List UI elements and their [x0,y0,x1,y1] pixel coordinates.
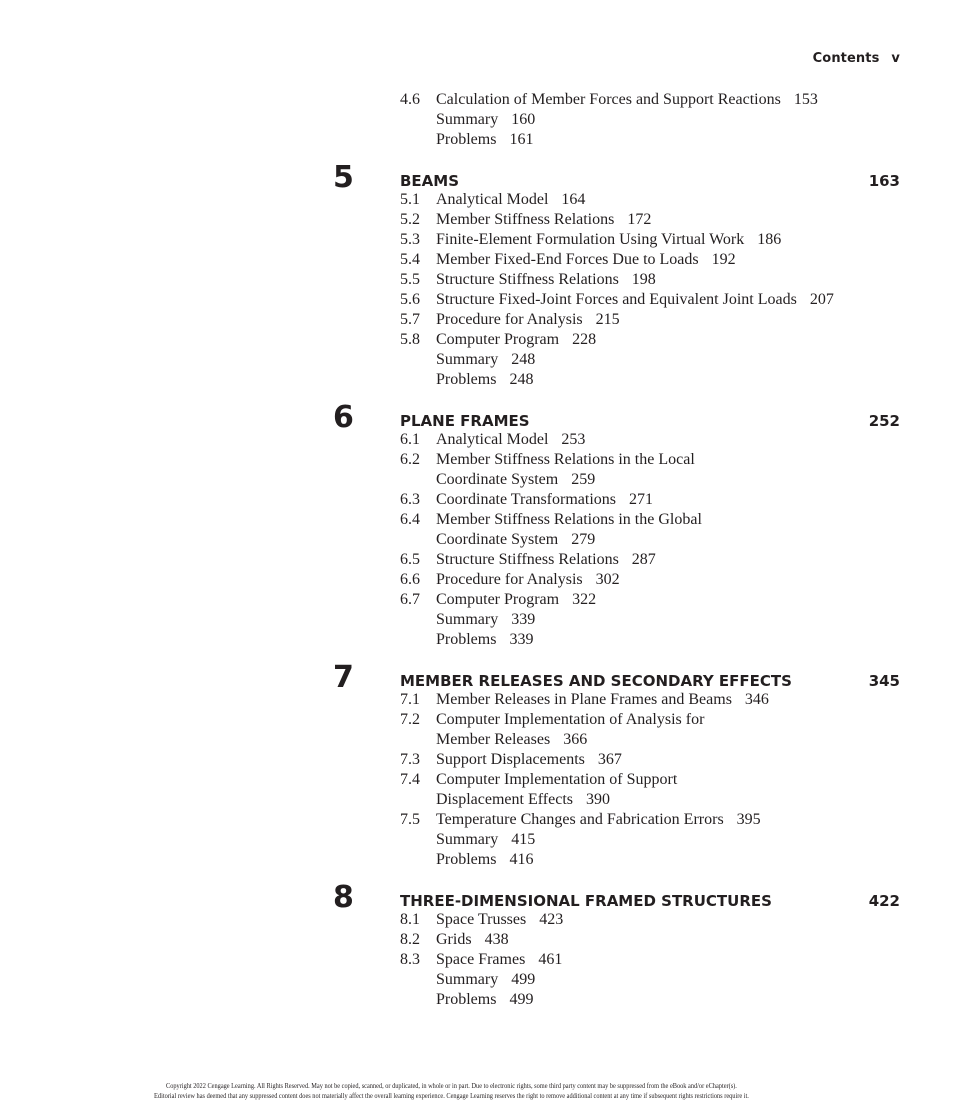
section-title [436,610,535,630]
section-number: 7.4 [400,771,420,788]
section-title-text: Space Frames [436,951,526,968]
toc-entry-line [0,590,960,610]
section-number: 5.6 [400,291,420,308]
section-title-text: Grids [436,931,472,948]
section-title [436,930,509,950]
toc-entry-line [0,470,960,490]
chapter-block [0,660,960,870]
section-title-text: Member Releases [436,731,551,748]
section-title-text: Space Trusses [436,911,527,928]
section-title [436,790,610,810]
section-page-number: 259 [571,471,596,488]
toc-entry-line [0,190,960,210]
section-title-text: Member Fixed-End Forces Due to Loads [436,251,699,268]
section-title-text: Member Stiffness Relations in the Global [436,511,702,528]
section-page-number: 192 [711,251,736,268]
chapter-number: 6 [333,400,354,435]
section-number: 6.1 [400,431,420,448]
section-page-number: 172 [627,211,652,228]
section-page-number: 346 [744,691,769,708]
section-title-text: Computer Implementation of Support [436,771,678,788]
section-page-number: 367 [597,751,622,768]
section-title [436,290,834,310]
section-title [436,190,585,210]
section-number: 5.2 [400,211,420,228]
chapter-page-number: 422 [868,892,900,910]
chapter-title: PLANE FRAMES [400,412,530,430]
section-title-text: Analytical Model [436,191,549,208]
section-number: 7.1 [400,691,420,708]
toc-entry-line [0,950,960,970]
section-number: 5.7 [400,311,420,328]
chapter-block [0,880,960,1010]
section-page-number: 198 [631,271,656,288]
chapter-block [0,160,960,390]
section-title-text: Summary [436,111,499,128]
section-page-number: 415 [511,831,536,848]
toc-entry-line [0,250,960,270]
section-page-number: 499 [509,991,534,1008]
running-head-label: Contents [812,51,880,66]
section-title [436,430,585,450]
section-page-number: 499 [511,971,536,988]
section-title [436,810,761,830]
section-number: 6.7 [400,591,420,608]
toc-entry-line [0,610,960,630]
section-page-number: 215 [595,311,620,328]
toc-entry-line [0,930,960,950]
section-page-number: 339 [509,631,534,648]
section-number: 8.2 [400,931,420,948]
section-title [436,210,651,230]
section-page-number: 228 [572,331,597,348]
toc-entry-line [0,90,960,110]
section-number: 6.4 [400,511,420,528]
section-title-text: Member Releases in Plane Frames and Beams [436,691,732,708]
section-title [436,690,769,710]
section-title [436,550,656,570]
section-title-text: Temperature Changes and Fabrication Errors [436,811,724,828]
toc-entry-line [0,530,960,550]
toc-entry-line [0,730,960,750]
section-title-text: Analytical Model [436,431,549,448]
section-title [436,330,596,350]
section-title [436,350,535,370]
section-title-text: Computer Program [436,331,560,348]
section-title-text: Displacement Effects [436,791,573,808]
section-title [436,830,535,850]
section-title [436,630,533,650]
section-title [436,570,620,590]
toc-entry-line [0,290,960,310]
section-page-number: 287 [631,551,656,568]
section-number: 5.8 [400,331,420,348]
chapter-number: 8 [333,880,354,915]
section-title [436,510,702,530]
toc-entry-line [0,330,960,350]
toc-entry-line [0,130,960,150]
section-title-text: Member Stiffness Relations in the Local [436,451,695,468]
section-title [436,590,596,610]
toc-entry-line [0,770,960,790]
toc-entry-line [0,110,960,130]
toc-entry-line [0,450,960,470]
section-title-text: Problems [436,851,497,868]
section-title [436,230,781,250]
toc-entry-line [0,790,960,810]
section-title [436,470,595,490]
section-page-number: 395 [736,811,761,828]
section-page-number: 207 [809,291,834,308]
section-title-text: Summary [436,831,499,848]
toc-entry-line [0,570,960,590]
toc-entry-line [0,750,960,770]
toc-entry-line [0,810,960,830]
copyright-line-1: Copyright 2022 Cengage Learning. All Rights Reserved. May not be copied, scanned, or duplicated, in whole or in part. Due to electronic rights, some third party content may be suppressed from the eBook and/or eChapter(s). [166,1082,737,1090]
section-page-number: 279 [571,531,596,548]
toc-entry-line [0,350,960,370]
section-page-number: 153 [793,91,818,108]
section-title [436,750,622,770]
section-page-number: 366 [563,731,588,748]
section-number: 5.1 [400,191,420,208]
section-title-text: Procedure for Analysis [436,571,583,588]
toc-entry-line [0,490,960,510]
toc-entry-line [0,690,960,710]
section-title-text: Summary [436,971,499,988]
section-number: 6.6 [400,571,420,588]
section-page-number: 164 [561,191,586,208]
section-title-text: Problems [436,631,497,648]
section-title-text: Calculation of Member Forces and Support Reactions [436,91,781,108]
table-of-contents [0,90,960,1010]
section-title-text: Coordinate System [436,471,559,488]
chapter-page-number: 163 [868,172,900,190]
section-number: 6.3 [400,491,420,508]
section-title [436,130,533,150]
section-page-number: 248 [509,371,534,388]
section-title [436,530,595,550]
section-title [436,850,533,870]
section-page-number: 302 [595,571,620,588]
toc-entry-line [0,270,960,290]
toc-entry-line [0,970,960,990]
section-title [436,490,653,510]
toc-entry-line [0,430,960,450]
chapter-number: 5 [333,160,354,195]
section-title [436,970,535,990]
section-page-number: 322 [572,591,597,608]
section-number: 7.2 [400,711,420,728]
section-title [436,770,677,790]
section-number: 8.1 [400,911,420,928]
toc-entry-line [0,230,960,250]
section-title [436,110,535,130]
toc-entry-line [0,210,960,230]
chapter-page-number: 345 [868,672,900,690]
section-title-text: Summary [436,351,499,368]
chapter-page-number: 252 [868,412,900,430]
section-number: 6.5 [400,551,420,568]
chapter-title: THREE-DIMENSIONAL FRAMED STRUCTURES [400,892,772,910]
section-number: 7.3 [400,751,420,768]
section-title-text: Finite-Element Formulation Using Virtual Work [436,231,745,248]
section-title-text: Computer Program [436,591,560,608]
section-page-number: 390 [585,791,610,808]
section-title [436,730,587,750]
chapter-title: MEMBER RELEASES AND SECONDARY EFFECTS [400,672,792,690]
chapter-heading [0,160,960,195]
toc-entry-line [0,310,960,330]
section-title [436,710,704,730]
section-page-number: 461 [538,951,563,968]
section-title-text: Structure Stiffness Relations [436,551,619,568]
section-number: 6.2 [400,451,420,468]
chapter-heading [0,880,960,915]
section-title-text: Summary [436,611,499,628]
section-page-number: 416 [509,851,534,868]
section-title-text: Procedure for Analysis [436,311,583,328]
chapter-number: 7 [333,660,354,695]
section-title-text: Problems [436,131,497,148]
section-title [436,950,562,970]
toc-entry-line [0,630,960,650]
section-title-text: Problems [436,991,497,1008]
copyright-footer [0,1081,903,1101]
section-page-number: 186 [757,231,782,248]
section-page-number: 160 [511,111,536,128]
toc-entry-line [0,910,960,930]
carryover-entries [0,90,960,150]
section-page-number: 339 [511,611,536,628]
section-page-number: 161 [509,131,534,148]
section-number: 4.6 [400,91,420,108]
section-page-number: 248 [511,351,536,368]
section-title [436,250,736,270]
section-page-number: 253 [561,431,586,448]
section-title-text: Coordinate System [436,531,559,548]
toc-entry-line [0,510,960,530]
section-page-number: 438 [484,931,509,948]
section-title [436,90,818,110]
toc-entry-line [0,550,960,570]
section-number: 5.3 [400,231,420,248]
section-number: 5.5 [400,271,420,288]
running-head [813,51,900,66]
chapter-heading [0,660,960,695]
toc-entry-line [0,830,960,850]
chapter-block [0,400,960,650]
chapter-title: BEAMS [400,172,460,190]
section-number: 8.3 [400,951,420,968]
section-title [436,270,656,290]
section-page-number: 423 [539,911,564,928]
section-title-text: Structure Stiffness Relations [436,271,619,288]
section-title [436,370,533,390]
section-title-text: Support Displacements [436,751,585,768]
section-title-text: Member Stiffness Relations [436,211,615,228]
section-title-text: Computer Implementation of Analysis for [436,711,705,728]
section-title-text: Coordinate Transformations [436,491,616,508]
toc-entry-line [0,710,960,730]
section-title [436,450,695,470]
copyright-line-2: Editorial review has deemed that any suppressed content does not materially affect the overall learning experience. Cengage Learning reserves the right to remove additional content at any time if subsequent rights restrictions require it. [154,1092,749,1100]
section-title [436,310,620,330]
section-title [436,990,533,1010]
section-title [436,910,563,930]
toc-entry-line [0,370,960,390]
section-page-number: 271 [629,491,653,508]
running-head-page-number: v [891,51,900,66]
chapter-heading [0,400,960,435]
section-title-text: Structure Fixed-Joint Forces and Equivalent Joint Loads [436,291,797,308]
section-number: 5.4 [400,251,420,268]
toc-entry-line [0,850,960,870]
section-title-text: Problems [436,371,497,388]
toc-entry-line [0,990,960,1010]
section-number: 7.5 [400,811,420,828]
